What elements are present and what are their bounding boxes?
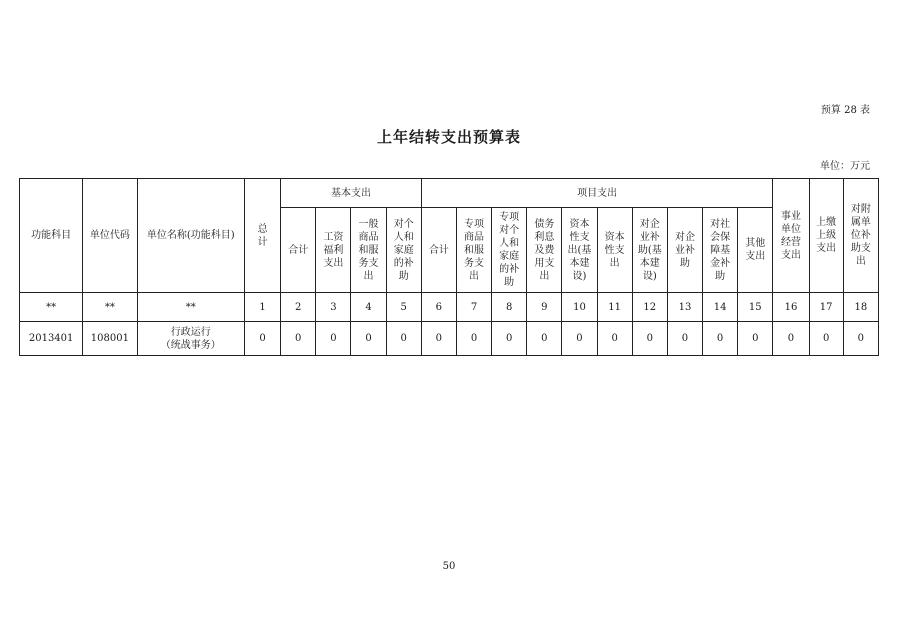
- value-cell: 0: [843, 322, 878, 356]
- index-cell: 17: [809, 293, 843, 322]
- header-basic-sub: 对个人和家庭的补助: [386, 208, 421, 293]
- index-cell: 2: [281, 293, 316, 322]
- header-subsidiary: 对附属单位补助支出: [843, 179, 878, 293]
- value-cell: 0: [245, 322, 281, 356]
- index-cell: 14: [703, 293, 738, 322]
- index-cell: 8: [492, 293, 527, 322]
- unit-name-cell: 行政运行 （统战事务）: [137, 322, 244, 356]
- index-cell: 6: [421, 293, 456, 322]
- header-unit-name: 单位名称(功能科目): [137, 179, 244, 293]
- value-cell: 0: [667, 322, 702, 356]
- header-project-sub: 专项对个人和家庭的补助: [492, 208, 527, 293]
- unit-code-cell: 108001: [83, 322, 137, 356]
- header-project-sub: 对企业补助: [667, 208, 702, 293]
- header-project-sub: 债务利息及费用支出: [527, 208, 562, 293]
- header-basic-sub: 一般商品和服务支出: [351, 208, 386, 293]
- index-cell: 12: [632, 293, 667, 322]
- header-project-sub: 其他支出: [738, 208, 773, 293]
- index-cell: 10: [562, 293, 597, 322]
- value-cell: 0: [562, 322, 597, 356]
- value-cell: 0: [456, 322, 491, 356]
- value-cell: 0: [632, 322, 667, 356]
- index-cell: 3: [316, 293, 351, 322]
- index-cell: 9: [527, 293, 562, 322]
- form-number: 预算 28 表: [820, 105, 870, 116]
- header-project-sub: 资本性支出: [597, 208, 632, 293]
- header-enterprise: 事业单位经营支出: [773, 179, 809, 293]
- value-cell: 0: [773, 322, 809, 356]
- value-cell: 0: [351, 322, 386, 356]
- header-basic: 基本支出: [281, 179, 422, 208]
- budget-table: [19, 178, 879, 356]
- header-upper: 上缴上级支出: [809, 179, 843, 293]
- header-project-sub: 对企业补助(基本建设): [632, 208, 667, 293]
- index-cell: 7: [456, 293, 491, 322]
- value-cell: 0: [281, 322, 316, 356]
- value-cell: 0: [421, 322, 456, 356]
- header-project-sub: 资本性支出(基本建设): [562, 208, 597, 293]
- value-cell: 0: [703, 322, 738, 356]
- header-project: 项目支出: [421, 179, 773, 208]
- page-title: 上年结转支出预算表: [376, 128, 521, 146]
- header-basic-sub: 工资福利支出: [316, 208, 351, 293]
- value-cell: 0: [809, 322, 843, 356]
- index-cell: 15: [738, 293, 773, 322]
- index-cell: **: [137, 293, 244, 322]
- index-cell: 16: [773, 293, 809, 322]
- value-cell: 0: [492, 322, 527, 356]
- table-row: [20, 322, 879, 356]
- header-func-subject: 功能科目: [20, 179, 83, 293]
- index-cell: 5: [386, 293, 421, 322]
- index-row: [20, 293, 879, 322]
- value-cell: 0: [597, 322, 632, 356]
- value-cell: 0: [527, 322, 562, 356]
- header-project-sub: 合计: [421, 208, 456, 293]
- index-cell: 13: [667, 293, 702, 322]
- index-cell: 1: [245, 293, 281, 322]
- page-number: 50: [442, 561, 456, 572]
- header-project-sub: 专项商品和服务支出: [456, 208, 491, 293]
- value-cell: 0: [316, 322, 351, 356]
- index-cell: **: [20, 293, 83, 322]
- index-cell: 4: [351, 293, 386, 322]
- value-cell: 0: [738, 322, 773, 356]
- index-cell: 11: [597, 293, 632, 322]
- unit-label: 单位：万元: [820, 161, 870, 172]
- index-cell: **: [83, 293, 137, 322]
- func-code-cell: 2013401: [20, 322, 83, 356]
- index-cell: 18: [843, 293, 878, 322]
- header-project-sub: 对社会保障基金补助: [703, 208, 738, 293]
- value-cell: 0: [386, 322, 421, 356]
- header-basic-sub: 合计: [281, 208, 316, 293]
- header-unit-code: 单位代码: [83, 179, 137, 293]
- header-total: 总计: [245, 179, 281, 293]
